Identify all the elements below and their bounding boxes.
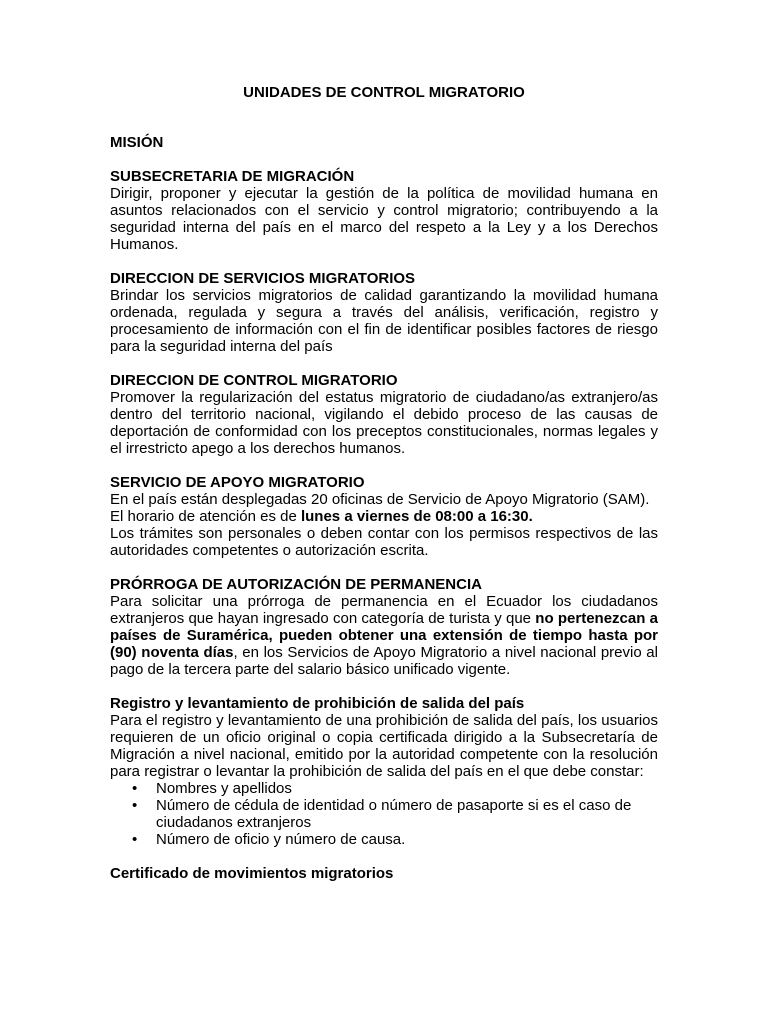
section-heading: Registro y levantamiento de prohibición de salida del país <box>110 695 525 712</box>
section-paragraph: Dirigir, proponer y ejecutar la gestión de la política de movilidad humana en asuntos relacionados con el servicio y control migratorio; contribuyendo a la seguridad interna del país en el marco del respeto a la Ley y a los Derechos Humanos. <box>110 185 658 253</box>
prorroga-text-start: Para solicitar una prórroga de permanencia en el Ecuador los ciudadanos extranjeros que hayan ingresado con categoría de turista y que <box>110 593 658 627</box>
document-title: UNIDADES DE CONTROL MIGRATORIO <box>243 84 525 101</box>
section-heading: PRÓRROGA DE AUTORIZACIÓN DE PERMANENCIA <box>110 576 482 593</box>
section-paragraph: Promover la regularización del estatus migratorio de ciudadano/as extranjero/as dentro del territorio nacional, vigilando el debido proceso de las causas de deportación de conformidad con los preceptos constitucionales, normas legales y el irrestricto apego a los derechos humanos. <box>110 389 658 457</box>
section-paragraph: Para el registro y levantamiento de una prohibición de salida del país, los usuarios requieren de un oficio original o copia certificada dirigido a la Subsecretaría de Migración a nivel nacional, emitido por la autoridad competente con la resolución para registrar o levantar la prohibición de salida del país en el que debe constar: <box>110 712 658 780</box>
section-paragraph <box>110 593 658 678</box>
list-item <box>132 780 658 797</box>
list-item-text: Número de cédula de identidad o número de pasaporte si es el caso de ciudadanos extranjeros <box>156 797 632 831</box>
section-paragraph: Brindar los servicios migratorios de calidad garantizando la movilidad humana ordenada, regulada y segura a través del análisis, verificación, registro y procesamiento de información con el fin de identificar posibles factores de riesgo para la seguridad interna del país <box>110 287 658 355</box>
section-paragraph: Los trámites son personales o deben contar con los permisos respectivos de las autoridades competentes o autorización escrita. <box>110 525 658 559</box>
bullet-icon: • <box>132 831 138 848</box>
bullet-icon: • <box>132 797 138 814</box>
mission-heading: MISIÓN <box>110 134 164 151</box>
section-servicios-migratorios <box>110 270 658 355</box>
office-hours-label: El horario de atención es de <box>110 508 301 525</box>
section-apoyo-migratorio <box>110 474 658 559</box>
section-heading: SUBSECRETARIA DE MIGRACIÓN <box>110 168 355 185</box>
section-heading: Certificado de movimientos migratorios <box>110 865 394 882</box>
section-paragraph: En el país están desplegadas 20 oficinas de Servicio de Apoyo Migratorio (SAM). <box>110 491 650 508</box>
section-prorroga <box>110 576 658 678</box>
list-item <box>132 831 658 848</box>
list-item-text: Número de oficio y número de causa. <box>156 831 406 848</box>
section-heading: DIRECCION DE SERVICIOS MIGRATORIOS <box>110 270 416 287</box>
prorroga-text-bold: no pertenezcan a países de Suramérica, pueden obtener una extensión de tiempo hasta por (90) noventa días <box>110 610 658 661</box>
bullet-icon: • <box>132 780 138 797</box>
list-item <box>132 797 658 831</box>
office-hours-value: lunes a viernes de 08:00 a 16:30. <box>300 508 533 525</box>
section-heading: DIRECCION DE CONTROL MIGRATORIO <box>110 372 398 389</box>
prorroga-text-end: , en los Servicios de Apoyo Migratorio a nivel nacional previo al pago de la tercera parte del salario básico unificado vigente. <box>110 644 658 678</box>
requirements-list <box>110 780 658 848</box>
list-item-text: Nombres y apellidos <box>156 780 292 797</box>
office-hours <box>110 508 658 525</box>
section-certificado <box>110 865 658 882</box>
section-control-migratorio <box>110 372 658 457</box>
section-prohibicion-salida <box>110 695 658 848</box>
section-heading: SERVICIO DE APOYO MIGRATORIO <box>110 474 365 491</box>
section-subsecretaria <box>110 168 658 253</box>
